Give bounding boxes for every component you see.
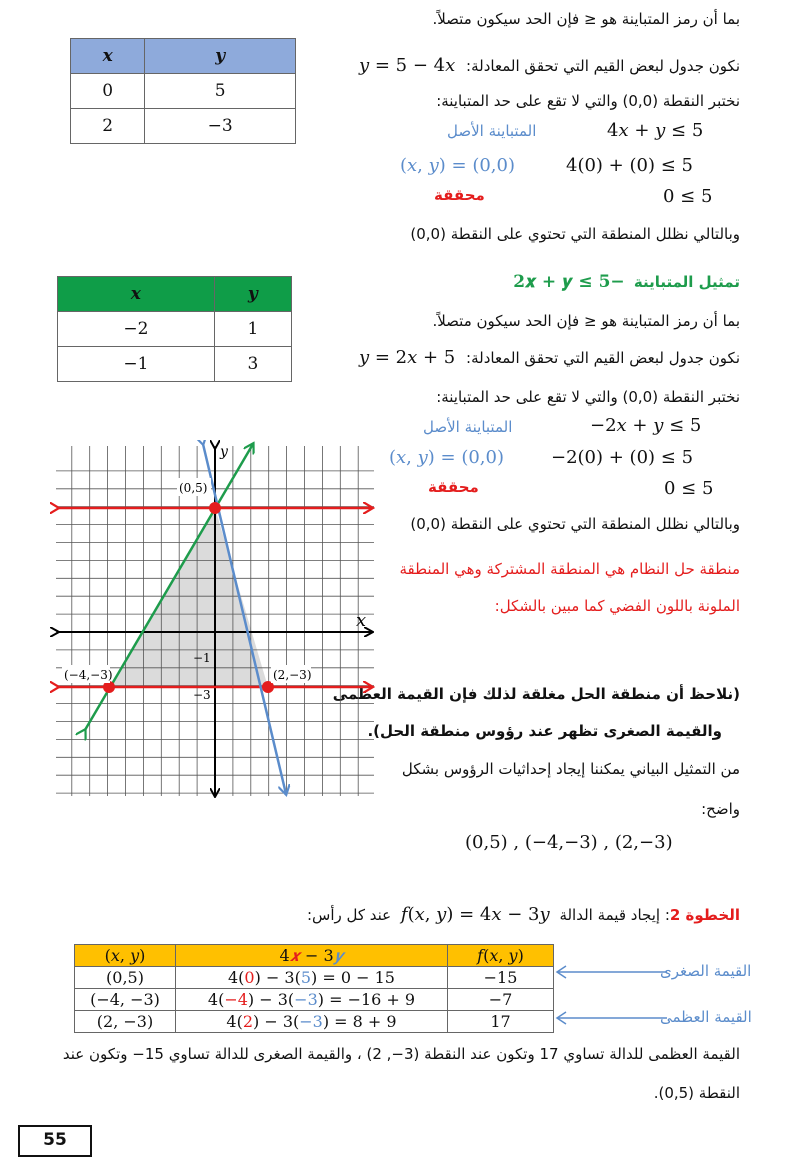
s1-line3: نختبر النقطة (0,0) والتي لا تقع على حد المتباينة: [436, 92, 740, 110]
label-neg4-neg3: (−4,−3) [64, 668, 113, 682]
table3-expr [176, 989, 448, 1011]
s2-conclusion: وبالتالي نظلل المنطقة التي تحتوي على النقطة (0,0) [410, 515, 740, 533]
x-value: −4 [224, 990, 248, 1009]
note-line3: من التمثيل البياني يمكننا إيجاد إحداثيات الرؤوس بشكل [401, 760, 740, 778]
table-row [75, 989, 554, 1011]
step2-func: 𝑓(𝑥, 𝑦) = 4𝑥 − 3𝑦 [400, 904, 550, 925]
table2-cell: −1 [58, 347, 215, 382]
s2-orig-label: المتباينة الأصل [423, 418, 513, 436]
table3-f: 17 [448, 1011, 554, 1033]
expr-part: ) = 8 + 9 [322, 1012, 397, 1031]
s1-point-label: (𝑥, 𝑦) = (0,0) [400, 155, 516, 176]
expr-part: ) = −16 + 9 [317, 990, 416, 1009]
step2-text: : إيجاد قيمة الدالة [559, 906, 670, 924]
note-line1: (نلاحظ أن منطقة الحل مغلقة لذلك فإن القيمة العظمى [332, 685, 740, 703]
values-table-1 [70, 38, 296, 144]
s2-line3: نختبر النقطة (0,0) والتي لا تقع على حد المتباينة: [436, 388, 740, 406]
x-value: 2 [242, 1012, 253, 1031]
page-number: 55 [18, 1125, 92, 1157]
tick-neg1: −1 [193, 651, 211, 665]
vertex-0-5 [209, 502, 221, 514]
table3-expr [176, 1011, 448, 1033]
expr-part: ) − 3( [253, 1012, 300, 1031]
table1-header-x: 𝒙 [71, 39, 145, 74]
table2-cell: 3 [214, 347, 291, 382]
table2-cell: −2 [58, 312, 215, 347]
table1-cell: −3 [145, 109, 296, 144]
vertices-list: (0,5) , (−4,−3) , (2,−3) [465, 832, 673, 853]
note-line2: والقيمة الصغرى تظهر عند رؤوس منطقة الحل). [367, 722, 722, 740]
s2-orig-ineq: −2𝑥 + 𝑦 ≤ 5 [590, 415, 702, 436]
s2-satisfied: محققة [428, 478, 479, 496]
tick-neg3: −3 [193, 688, 211, 702]
label-2-neg3: (2,−3) [273, 668, 312, 682]
table3-f: −15 [448, 967, 554, 989]
solution-line2: الملونة باللون الفضي كما مبين بالشكل: [494, 597, 740, 615]
note-line4: واضح: [701, 800, 740, 818]
table2-header-x: 𝒙 [58, 277, 215, 312]
s2-line2 [359, 347, 740, 368]
expr-part: 4( [226, 1012, 243, 1031]
expr-part: ) = 0 − 15 [311, 968, 395, 987]
max-annotation: القيمة العظمى [660, 1008, 752, 1026]
expr-part: 4( [228, 968, 245, 987]
step2-heading [307, 904, 740, 925]
s1-satisfied: محققة [434, 186, 485, 204]
axis-y-label: 𝑦 [220, 444, 228, 460]
s1-conclusion: وبالتالي نظلل المنطقة التي تحتوي على النقطة (0,0) [410, 225, 740, 243]
min-annotation: القيمة الصغرى [660, 962, 752, 980]
table3-header-point: (𝑥, 𝑦) [75, 945, 176, 967]
final-line1: القيمة العظمى للدالة تساوي 17 وتكون عند النقطة (3−, 2) ، والقيمة الصغرى للدالة تساوي 15− وتكون عند [62, 1045, 740, 1063]
s2-title-eq: −2𝒙 + 𝒚 ≤ 𝟓 [513, 272, 625, 292]
expr-part: 4( [207, 990, 225, 1009]
s1-orig-label: المتباينة الأصل [447, 122, 537, 140]
table1-cell: 0 [71, 74, 145, 109]
axis-x-label: 𝑥 [356, 610, 367, 631]
table3-header-expr: 4𝒙 − 3𝒚 [176, 945, 448, 967]
function-values-table [74, 944, 554, 1033]
s2-result: 0 ≤ 5 [664, 478, 714, 499]
table1-cell: 2 [71, 109, 145, 144]
s1-line2 [359, 55, 740, 76]
annotation-arrows [552, 950, 672, 1030]
step2-label: الخطوة 2 [669, 906, 740, 924]
s1-line2-text: نكون جدول لبعض القيم التي تحقق المعادلة: [466, 57, 740, 75]
s2-title-text: تمثيل المتباينة [633, 273, 740, 291]
s2-point-label: (𝑥, 𝑦) = (0,0) [389, 447, 505, 468]
table3-point: (0,5) [75, 967, 176, 989]
label-0-5: (0,5) [179, 481, 208, 495]
s1-orig-ineq: 4𝑥 + 𝑦 ≤ 5 [607, 120, 704, 141]
table3-header-f: 𝑓(𝑥, 𝑦) [448, 945, 554, 967]
values-table-2 [57, 276, 292, 382]
coordinate-graph [50, 440, 380, 800]
y-value: 5 [300, 968, 312, 987]
table3-f: −7 [448, 989, 554, 1011]
final-line2: النقطة (0,5). [653, 1084, 740, 1102]
table2-header-y: 𝒚 [214, 277, 291, 312]
s1-line1: بما أن رمز المتباينة هو ≤ فإن الحد سيكون متصلاً. [432, 10, 740, 28]
y-value: −3 [294, 990, 318, 1009]
table1-header-y: 𝒚 [145, 39, 296, 74]
max-arrow [557, 1012, 667, 1024]
s1-result: 0 ≤ 5 [663, 186, 713, 207]
table1-cell: 5 [145, 74, 296, 109]
table3-point: (−4, −3) [75, 989, 176, 1011]
solution-line1: منطقة حل النظام هي المنطقة المشتركة وهي المنطقة [399, 560, 740, 578]
min-arrow [557, 966, 667, 978]
y-value: −3 [299, 1012, 323, 1031]
table-row [75, 1011, 554, 1033]
x-value: 0 [244, 968, 255, 987]
s2-line2-text: نكون جدول لبعض القيم التي تحقق المعادلة: [466, 349, 740, 367]
expr-part: ) − 3( [254, 968, 301, 987]
s1-sub-ineq: 4(0) + (0) ≤ 5 [566, 155, 693, 176]
s2-line1: بما أن رمز المتباينة هو ≤ فإن الحد سيكون متصلاً. [432, 312, 740, 330]
table-row [75, 967, 554, 989]
s2-line2-eq: 𝑦 = 2𝑥 + 5 [358, 347, 456, 368]
s1-line2-eq: 𝑦 = 5 − 4𝑥 [358, 55, 456, 76]
table3-point: (2, −3) [75, 1011, 176, 1033]
table3-expr [176, 967, 448, 989]
s2-sub-ineq: −2(0) + (0) ≤ 5 [551, 447, 694, 468]
table2-cell: 1 [214, 312, 291, 347]
solution-region-shade [109, 508, 268, 687]
expr-part: ) − 3( [247, 990, 295, 1009]
step2-text2: عند كل رأس: [306, 906, 392, 924]
s2-title [513, 272, 740, 292]
